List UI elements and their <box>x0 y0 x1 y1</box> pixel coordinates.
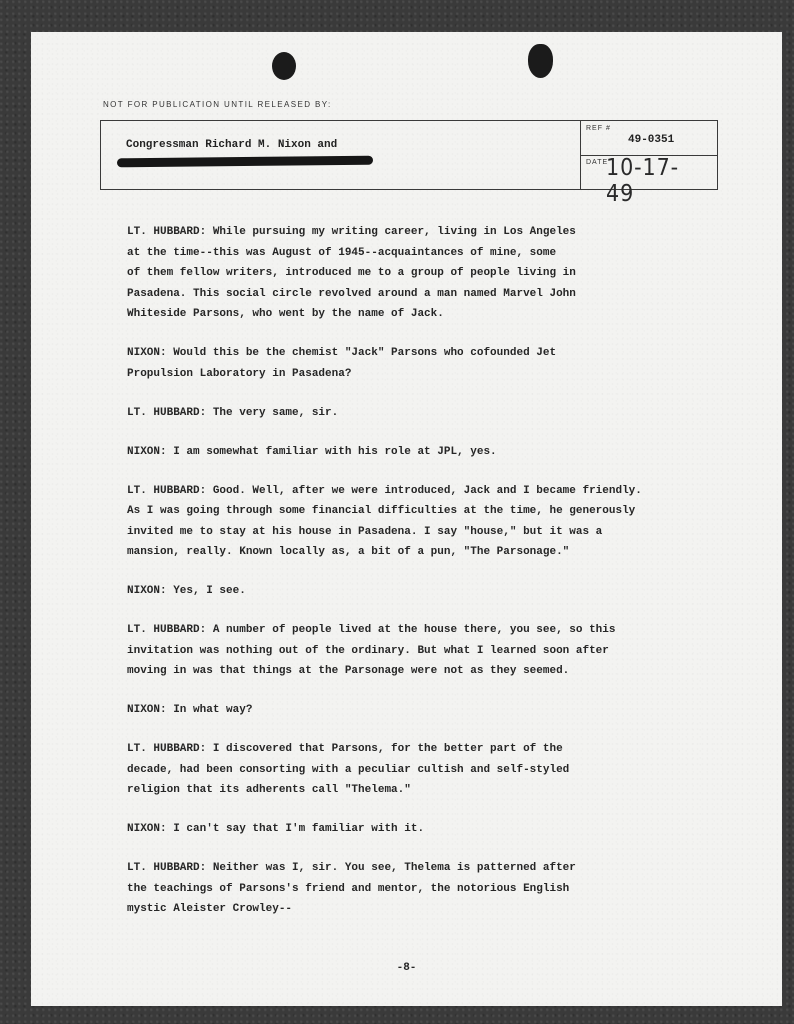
date-label: DATE <box>586 159 609 166</box>
ref-label: REF # <box>586 125 611 132</box>
transcript-paragraph: LT. HUBBARD: While pursuing my writing career, living in Los Angeles at the time--this was August of 1945--acquaintances of mine, some of them fellow writers, introduced me to a group of people living in Pasadena. This social circle revolved around a man named Marvel John Whiteside Parsons, who went by the name of Jack. <box>127 226 576 320</box>
ref-number: 49-0351 <box>628 134 675 146</box>
header-box <box>100 120 718 207</box>
addressee: Congressman Richard M. Nixon and <box>126 139 338 151</box>
handwritten-date: 10-17-49 <box>606 155 680 207</box>
transcript-paragraph: NIXON: I can't say that I'm familiar with it. <box>127 823 425 835</box>
document-page <box>31 32 782 1006</box>
punch-hole <box>272 52 296 80</box>
transcript-paragraph: NIXON: In what way? <box>127 704 253 716</box>
transcript-paragraph: NIXON: Yes, I see. <box>127 585 246 597</box>
addressee-cell <box>101 121 581 189</box>
transcript-paragraph: LT. HUBBARD: The very same, sir. <box>127 406 339 419</box>
transcript-paragraph: LT. HUBBARD: A number of people lived at the house there, you see, so this invitation was nothing out of the ordinary. But what I learned soon after moving in was that things at the Parsonage were not as they seemed. <box>127 624 616 677</box>
transcript-paragraph: LT. HUBBARD: I discovered that Parsons, for the better part of the decade, had been consorting with a peculiar cultish and self-styled religion that its adherents call "Thelema." <box>127 743 570 796</box>
date-cell <box>580 155 717 207</box>
transcript-paragraph: NIXON: Would this be the chemist "Jack" Parsons who cofounded Jet Propulsion Laboratory in Pasadena? <box>127 347 557 380</box>
punch-hole <box>528 44 553 78</box>
transcript-paragraph: NIXON: I am somewhat familiar with his role at JPL, yes. <box>127 445 497 458</box>
transcript-paragraph: LT. HUBBARD: Good. Well, after we were introduced, Jack and I became friendly. As I was going through some financial difficulties at the time, he generously invited me to stay at his house in Pasadena. I say "house," but it was a mansion, really. Known locally as, a bit of a pun, "The Parsonage." <box>127 484 642 558</box>
page-number: -8- <box>396 962 417 974</box>
ref-cell <box>580 121 717 156</box>
transcript-body <box>127 222 767 938</box>
transcript-paragraph: LT. HUBBARD: Neither was I, sir. You see, Thelema is patterned after the teachings of Parsons's friend and mentor, the notorious English mystic Aleister Crowley-- <box>127 862 576 915</box>
redaction-bar <box>117 156 373 168</box>
release-notice: NOT FOR PUBLICATION UNTIL RELEASED BY: <box>103 100 332 109</box>
